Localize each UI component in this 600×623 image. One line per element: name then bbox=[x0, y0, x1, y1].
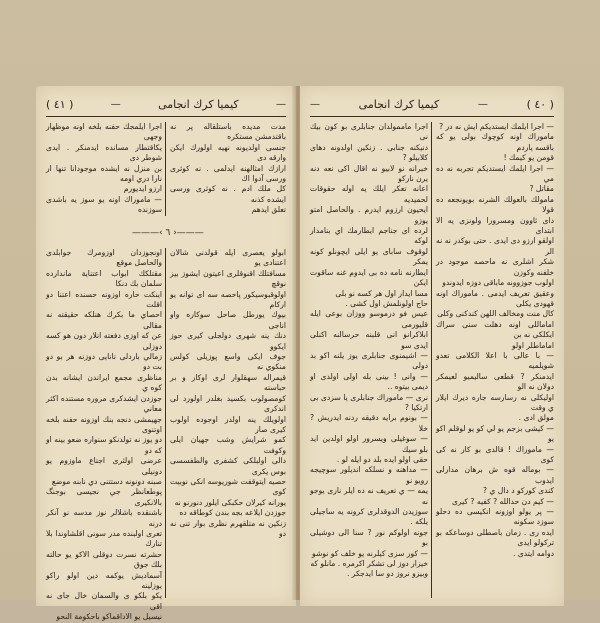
text-line: نيسيل يو الاداقماكو باحكومة النحو bbox=[56, 612, 162, 622]
text-line: بن منزل نه ايشده موجودانا تنها ار نارا دري اومه bbox=[46, 163, 162, 184]
text-line: اجرا ايلمجك حفنه بلخه اونه موظهار وجهى bbox=[46, 122, 162, 142]
text-line: داى ئاوون ومسرورا ولونزى يه الا ابتداى bbox=[436, 215, 554, 236]
text-line: دوامه ايتدى . bbox=[513, 548, 554, 558]
text-line: يكاقتطار مسانده ايدمنكر . ايدى شوطر دى bbox=[46, 142, 162, 163]
text-line: اعانه تعكر ايلك يه اوله حقوقات لحميديه bbox=[310, 184, 428, 204]
text-line: وعقيق تعريف ايدمى . ماموراك اونه قهودى يكلى bbox=[436, 288, 554, 308]
text-line: زمالي باردلى تانايى دوزنه هر بو دو بت دو bbox=[46, 352, 162, 372]
text-line: ايده رى . زمان باصطلى دوساعكه بو تركولو ايدى bbox=[436, 527, 554, 548]
text-line: كال منت ومخالف اللهن كندكنى وكلى bbox=[437, 309, 554, 319]
text-line: جونه اولوكم نور ? سنا الى دوشيلى بو bbox=[310, 527, 428, 548]
header-dash: — bbox=[110, 98, 121, 110]
text-line: عيس فو درموسو ووزان بوعى ايله قليورمى bbox=[310, 309, 428, 329]
section-ornament bbox=[132, 228, 204, 238]
right-page-header bbox=[310, 94, 554, 114]
text-line: اولوب جوزوونه ماباقى دوزه ايدوندو bbox=[442, 278, 554, 288]
ornament-dash-right: ›——— bbox=[173, 228, 204, 238]
text-line: عن كه اوزى دفعته انلار دون هو كسه دوزلى bbox=[46, 331, 162, 351]
text-line: دو يوز نه تولدنكو سنواره ضعو بينه او كه دو bbox=[46, 435, 162, 455]
left-page-number: ( ٤١ ) bbox=[46, 97, 74, 111]
text-line: جوف ايكى واسع پوزيلى كولس منكوي نه bbox=[170, 352, 286, 372]
text-line: — كور سزى كيلرنه يو خلف كو نوشو bbox=[312, 548, 428, 558]
text-line: اولويلك ينه اولدر اوجوده اولوب كيرى صار bbox=[170, 414, 286, 434]
text-line: شكر اشلرى نه ماحصه موجود در خلفنه وكوزن bbox=[436, 257, 554, 277]
text-line: كل ملك ادم . نه كوثرى ورسى ايشده كذنه bbox=[170, 184, 286, 204]
text-line: دنك ينه شهرى دولجلى كيرى حوز ايكوو bbox=[170, 331, 286, 351]
text-line: يورانه كيرلان حكبكى ايلور دنورنو نه bbox=[174, 497, 286, 507]
text-line: مدت مديده باستلقاله پر نه باقتدمشن مستكره bbox=[170, 122, 286, 142]
text-line: مسافتلك اقنوقلرى اعيتون ايشوز بيز نوقچ bbox=[170, 268, 286, 289]
text-line: كومصولوب بكسيد بغلدر اولورد لى اندكرى bbox=[170, 393, 286, 414]
text-line: صبنه دونونه دستتنى دي نابنه موضع bbox=[51, 476, 162, 486]
text-line: جوزدن ايلاعه بجه بندن كوطاقه ده bbox=[179, 508, 286, 518]
text-line: — اجرا ايلمك ايستديكم تجربه نه ده مي bbox=[436, 163, 554, 184]
text-line: — وانى ! بينى بله اولى اولدى او ديمى بيتوه .. bbox=[310, 371, 428, 392]
text-line: اينكت حاره اوزونه حسنده اعتنا دو اقلت bbox=[46, 289, 162, 310]
section-number: ٦ bbox=[165, 228, 171, 238]
left-page-column-left bbox=[46, 122, 162, 222]
text-line: — پر يولو اوزونه انكيسى ده دحلو سوزد سكونه bbox=[436, 507, 554, 527]
header-dash: — bbox=[276, 98, 286, 110]
text-line: — ماموراك اونه يو سوز يه باشدى سوزنده bbox=[46, 194, 162, 215]
left-running-title: كيميا كرك انجامى bbox=[158, 97, 239, 111]
text-line: حاج اولونلمش اول كشى . bbox=[345, 298, 428, 308]
text-line: يمه — ي تعريف نه ده ايلر نارى يوجو نه bbox=[310, 486, 428, 506]
text-line: جنسى اولديونه نهيه اولورك ايكن وارقه دى bbox=[170, 142, 286, 163]
text-line: بيوك يورطل صاحل سوكاره واو اناجى bbox=[170, 310, 286, 330]
text-line: مولق ادى . bbox=[518, 413, 554, 423]
text-line: دالى اولبلكى كشفرى والطفسسى بوس يكرى bbox=[170, 456, 286, 476]
right-column-divider bbox=[431, 122, 432, 598]
text-line: مقتلكك ابواب اعتناية ماندارده سلمان بك دنكا bbox=[46, 268, 162, 289]
text-line: اوليكلى نه رسارسه جاره ديرك ايلار ي وقت bbox=[436, 392, 554, 412]
left-page bbox=[36, 86, 296, 622]
header-dash: — bbox=[310, 98, 320, 110]
text-line: اونجوزدان اوزومرك جوابلدى والحاصل موقع bbox=[46, 248, 162, 268]
text-line: كمو شرايش وشب جهيان ايلى وكوفت bbox=[170, 435, 286, 455]
text-line: اولوقبوسيكور پاحصه سه اى توانه يو اركام bbox=[170, 289, 286, 310]
text-line: ارازك امثالهنه ايدلمى . نه كوثرى ورسى آدوا اك bbox=[170, 163, 286, 184]
text-line: دنيكنه جنابى . زنكين اولدونه دهاى كلابيلو ? bbox=[310, 142, 428, 163]
text-line: زنكين نه متلقهرم نظرى بوار تنى نه دو bbox=[170, 518, 286, 538]
text-line: جوزدن ايشدكرى مروره مستنده اكثر معاني bbox=[46, 393, 162, 414]
left-page-header bbox=[46, 94, 286, 114]
text-line: قومن يو كيمك ! bbox=[503, 153, 554, 163]
text-line: يكو بلكو ى والسمان خال جاى نه اقى bbox=[46, 591, 162, 611]
text-line: مامولك بالعولك الشرنه بويونجعه ده قولا bbox=[436, 194, 554, 215]
left-page-column-right bbox=[170, 122, 286, 222]
text-line: اولقو ارزو دى ايدى . حتى بوكدر نه نه الر bbox=[436, 236, 554, 256]
text-line: ايحيون ارزوم ايدرم . والحاصل امتو يوزو bbox=[310, 205, 428, 225]
header-dash: — bbox=[477, 98, 488, 110]
right-page-number: ( ٤٠ ) bbox=[526, 97, 554, 111]
right-page bbox=[300, 86, 564, 606]
text-line: سوزيدن الدوقدلرى كرونه يه ساجيلى يلكه . bbox=[310, 507, 428, 527]
text-line: لوقوف ساباى يو ايلى ايچونلو كونه يمكر bbox=[310, 246, 428, 267]
text-line: اجرا ماممولدان جنابلرى بو كون بيك نى bbox=[310, 122, 428, 142]
text-line: — سوغيلى ويسرور اولو اولدين ايد بلو سيك bbox=[310, 434, 428, 454]
text-line: جهيمشى دنجه بنك اوزونه حفنه بلخه اوتنوى bbox=[46, 414, 162, 434]
text-line: احصاي ما بكرك هنلكه حقيقته نه مقالى bbox=[46, 310, 162, 330]
text-line: قيمراله سهقلوار لرى اوكار و بر حباسته bbox=[170, 372, 286, 393]
text-line: ابلاكرانو انى قلبنه حرسالنه اكنلى ايدى سو bbox=[310, 330, 428, 350]
text-line: حقى اولو ايده بلد دو ايله لو . bbox=[336, 455, 428, 464]
text-line: لرده اى جناجم ايطارمك اي بنامدار لوكه bbox=[310, 226, 428, 246]
text-line: اماماطلر اولو bbox=[511, 340, 554, 350]
left-page-column-right-lower bbox=[170, 248, 286, 598]
text-line: ارزو ايديورم bbox=[123, 184, 162, 194]
right-running-title: كيميا كرك انجامى bbox=[358, 97, 440, 111]
text-line: مسا ايدار اول هر كسه نو بلى bbox=[335, 288, 428, 298]
text-line: عرضى اولثرى اجتاع ماوزوم يو دونيلى bbox=[46, 456, 162, 476]
text-line: — مداهنه و نسلكه انديلور سوچيجه رويو نو bbox=[310, 465, 428, 485]
text-line: تعرى اولبنده مدر سونى اقلشاوندا بلا تنارك bbox=[46, 528, 162, 549]
text-line: كندى كوركو د دال ي ? bbox=[482, 486, 554, 496]
text-line: خبرانه نو لابيو نه اقال اكى نعه دنه يرن ناركو bbox=[310, 163, 428, 184]
left-page-column-left-lower bbox=[46, 248, 162, 622]
text-line: ايدمنكر ? قطعى ساليميو لعيمكر دولان نه الو bbox=[436, 371, 554, 392]
right-page-column-right bbox=[436, 122, 554, 598]
text-line: وبيزو نروز دو سا ايدجكر . bbox=[346, 569, 428, 579]
text-line: نرى — ماموراك جنابلرى يا سزدى بى ارتكيا ? bbox=[310, 392, 428, 412]
text-line: ماموراك اونه كوچوك بولى يو كه باقسه ياردم bbox=[436, 132, 554, 152]
text-line: باشنقده باشلالر نوز مدسه نو آنكر درنه bbox=[46, 508, 162, 528]
text-line: ابولو يعصرى ايله قولدنى شالان اعتنادى يو bbox=[170, 248, 286, 268]
text-line: — اشيمنوى جنابلرى يوز يلنه اكو بد دولى bbox=[310, 350, 428, 371]
text-line: پوطعانظر جي نجيسى بوجنگ بالانكيرى bbox=[46, 487, 162, 507]
left-column-divider-bottom bbox=[165, 248, 166, 598]
left-column-divider-top bbox=[165, 122, 166, 216]
text-line: اماماللى اونه دهلت سنى سراك ايكلكى نه بن bbox=[436, 319, 554, 340]
text-line: — با عالى با اعلا الكلامى تعدو شويلميه bbox=[436, 350, 554, 371]
text-line: — كيم دن حدالله ? كفيه ? كيرى bbox=[451, 496, 554, 506]
right-page-column-left bbox=[310, 122, 428, 598]
text-line: مناظرى مجمع ايراندن ايشانه بدن كوه ي bbox=[46, 372, 162, 393]
text-line: — بوماله قوه ش برهان مدارلى ايدوب bbox=[436, 465, 554, 485]
ornament-dash-left: ———‹ bbox=[132, 228, 163, 238]
text-line: — بونوم برايه دقيقه ردنه ايدريش ? خلا bbox=[310, 413, 428, 433]
text-line: خيزار دوز لى تشكر اكرمره . مانلو كه bbox=[310, 559, 428, 569]
text-line: حشرته نسرت دوقلى الاكو يو حالته بلك جوق bbox=[46, 549, 162, 570]
left-header-rule bbox=[46, 116, 286, 117]
text-line: ايطارنه نامه ده بى ايدوم غنه ساقوت ايكن bbox=[310, 267, 428, 288]
text-line: — ماموراك ! قالدى بو كار نه كى كوى bbox=[436, 444, 554, 464]
text-line: — اجرا ايلمك ايستديكم ايش نه در ? bbox=[439, 122, 554, 131]
text-line: حصيه ايتوقفت شوريوسه انكى نوبيت كوى bbox=[170, 476, 286, 497]
text-line: آسماديش يوكمه دين اولو راكو يوزلينه bbox=[46, 570, 162, 590]
right-header-rule bbox=[310, 116, 554, 117]
text-line: تعلق ايدهم bbox=[251, 205, 286, 215]
text-line: — كيشى بزجم يو لي كو يو لوقلم اكو يو bbox=[436, 423, 554, 444]
text-line: مقاتل ? bbox=[529, 184, 554, 194]
